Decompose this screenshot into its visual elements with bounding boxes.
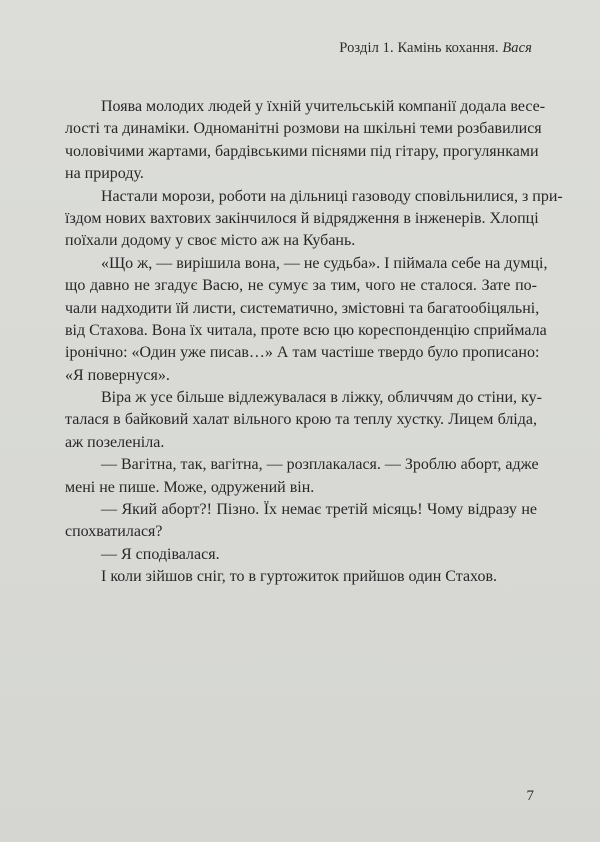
text-line: «Я повернуся».: [65, 366, 170, 384]
paragraph: [65, 499, 537, 544]
text-line: від Стахова. Вона їх читала, проте всю цю кореспонденцію сприймала: [65, 321, 547, 339]
paragraph: [65, 566, 537, 588]
paragraph: [65, 454, 537, 499]
text-line: на природу.: [65, 165, 144, 183]
running-head: [339, 40, 532, 57]
text-line: їздом нових вахтових закінчилося й відрядження в інженерів. Хлопці: [65, 209, 539, 227]
running-head-title: Розділ 1. Камінь кохання.: [339, 40, 499, 56]
text-line: мені не пише. Може, одружений він.: [65, 478, 315, 496]
paragraph: [65, 544, 537, 566]
running-head-section: Вася: [502, 40, 532, 56]
body-text: [65, 96, 563, 589]
text-line: І коли зійшов сніг, то в гуртожиток прийшов один Стахов.: [101, 568, 497, 586]
text-line: аж позеленіла.: [65, 433, 165, 451]
text-line: — Який аборт?! Пізно. Їх немає третій місяць! Чому відразу не: [101, 501, 537, 519]
text-line: що давно не згадує Васю, не сумує за тим, чого не сталося. Зате по-: [65, 277, 537, 295]
text-line: іронічно: «Один уже писав…» А там частіше твердо було прописано:: [65, 344, 540, 362]
text-line: — Вагітна, так, вагітна, — розплакалася. — Зроблю аборт, адже: [101, 456, 539, 474]
text-line: лості та динаміки. Одноманітні розмови на шкільні теми розбавилися: [65, 120, 542, 138]
paragraph: [65, 186, 563, 253]
text-line: спохватилася?: [65, 523, 163, 541]
page-number: 7: [526, 788, 534, 804]
text-line: чали надходити їй листи, систематично, змістовні та багатообіцяльні,: [65, 299, 540, 317]
text-line: талася в байковий халат вільного крою та теплу хустку. Лицем бліда,: [65, 411, 537, 429]
text-line: — Я сподівалася.: [101, 545, 220, 563]
text-line: чоловічими жартами, бардівськими піснями під гітару, прогулянками: [65, 142, 539, 160]
text-line: Поява молодих людей у їхній учительській компанії додала весе-: [101, 98, 546, 115]
text-line: Віра ж усе більше відлежувалася в ліжку, обличчям до стіни, ку-: [101, 389, 542, 407]
text-line: поїхали додому у своє місто аж на Кубань.: [65, 232, 356, 250]
paragraph: [65, 387, 542, 454]
paragraph: [65, 253, 548, 387]
paragraph: [65, 96, 546, 186]
text-line: «Що ж, — вирішила вона, — не судьба». І піймала себе на думці,: [101, 254, 548, 272]
text-line: Настали морози, роботи на дільниці газоводу сповільнилися, з при-: [101, 187, 563, 205]
